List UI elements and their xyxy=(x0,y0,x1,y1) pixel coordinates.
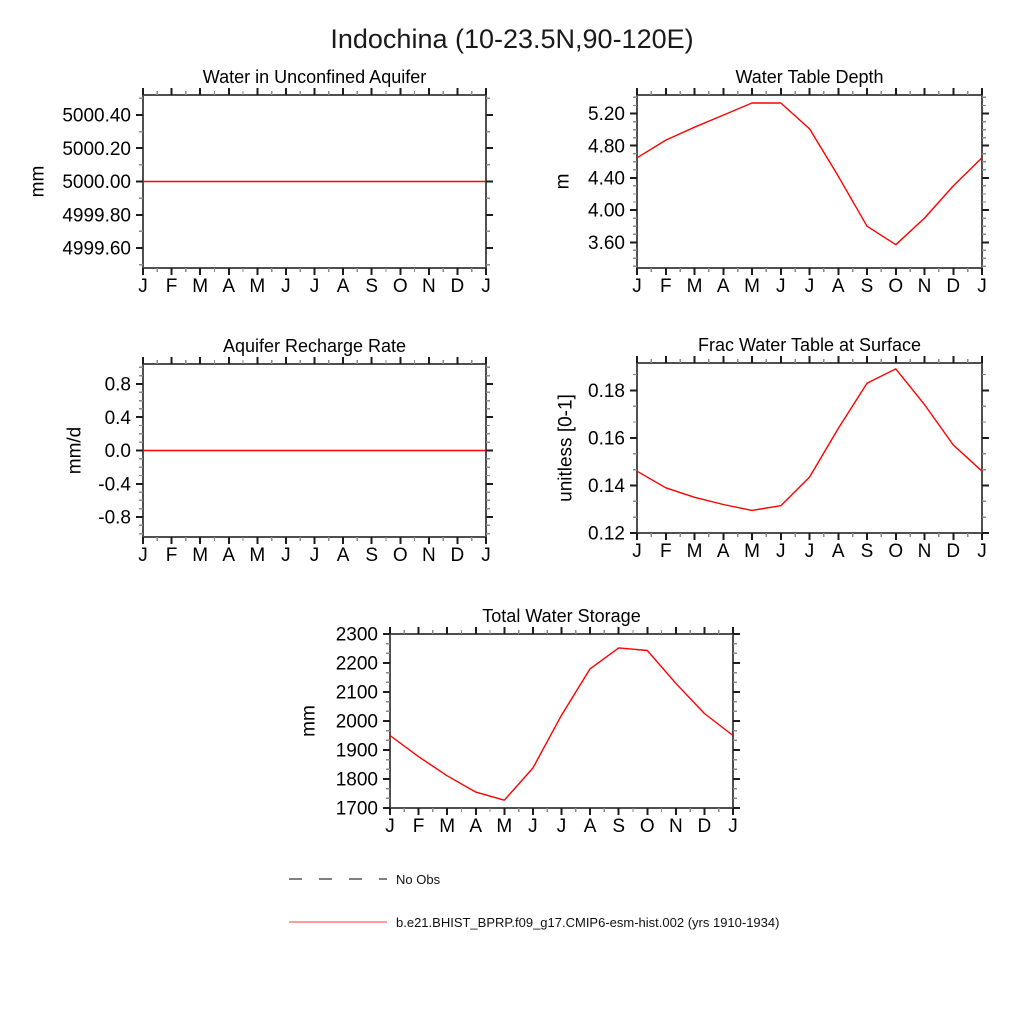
x-tick-label: J xyxy=(804,541,815,562)
x-tick-label: N xyxy=(668,816,683,837)
x-tick-label: A xyxy=(716,276,730,297)
x-tick-label: F xyxy=(165,545,178,566)
y-tick-label: 2200 xyxy=(335,653,378,675)
x-tick-label: D xyxy=(946,541,961,562)
x-tick-label: J xyxy=(281,276,291,297)
x-tick-label: J xyxy=(556,816,567,837)
x-tick-label: O xyxy=(392,276,408,297)
series-line xyxy=(637,103,982,245)
x-tick-label: J xyxy=(481,545,491,566)
x-tick-label: A xyxy=(336,276,350,297)
y-tick-label: -0.8 xyxy=(98,507,131,529)
x-tick-label: J xyxy=(281,545,291,566)
y-tick-label: 0.18 xyxy=(588,380,625,402)
chart-title: Water Table Depth xyxy=(735,67,884,87)
y-tick-label: 4.00 xyxy=(588,200,625,222)
x-tick-label: A xyxy=(583,816,597,837)
y-tick-label: 0.12 xyxy=(588,523,625,545)
y-tick-label: 4.40 xyxy=(588,168,625,190)
axis-ticks xyxy=(630,356,989,540)
x-tick-label: J xyxy=(776,276,786,297)
x-tick-label: M xyxy=(249,545,266,566)
x-tick-label: F xyxy=(659,541,672,562)
x-tick-label: M xyxy=(192,276,209,297)
y-tick-label: 5.20 xyxy=(588,104,625,126)
x-tick-label: N xyxy=(421,545,436,566)
y-tick-label: 1900 xyxy=(335,740,378,762)
y-tick-label: 4999.60 xyxy=(62,238,131,260)
y-tick-label: 4999.80 xyxy=(62,205,131,227)
x-tick-label: N xyxy=(917,276,932,297)
y-axis-label: unitless [0-1] xyxy=(555,394,577,502)
x-tick-label: F xyxy=(659,276,672,297)
x-tick-label: M xyxy=(744,276,760,297)
chart-title: Frac Water Table at Surface xyxy=(697,335,922,355)
x-tick-label: A xyxy=(222,545,236,566)
y-tick-label: 0.4 xyxy=(104,407,131,429)
y-axis-label: mm xyxy=(27,165,49,198)
x-tick-label: A xyxy=(222,276,236,297)
axis-ticks xyxy=(630,88,989,275)
chart-title: Water in Unconfined Aquifer xyxy=(202,67,427,87)
y-tick-label: -0.4 xyxy=(98,474,131,496)
x-tick-label: M xyxy=(686,276,703,297)
aquifer-recharge-rate-plot xyxy=(13,330,526,588)
y-tick-label: 0.16 xyxy=(588,428,625,450)
y-tick-label: 1700 xyxy=(335,798,378,820)
legend-label-model-run: b.e21.BHIST_BPRP.f09_g17.CMIP6-esm-hist.002 (yrs 1910-1934) xyxy=(396,914,780,930)
y-tick-label: 5000.20 xyxy=(62,138,131,160)
x-tick-label: O xyxy=(639,816,655,837)
x-tick-label: M xyxy=(744,541,760,562)
x-tick-label: M xyxy=(192,545,209,566)
x-tick-label: A xyxy=(716,541,730,562)
plot-frame xyxy=(637,363,982,533)
x-tick-label: J xyxy=(309,545,320,566)
no-obs-dashed-line xyxy=(288,872,388,886)
frac-water-table-at-surface-plot xyxy=(507,329,1022,584)
x-tick-label: O xyxy=(888,541,904,562)
x-tick-label: D xyxy=(946,276,961,297)
x-tick-label: A xyxy=(831,276,845,297)
x-tick-label: J xyxy=(632,276,642,297)
x-tick-label: M xyxy=(249,276,266,297)
y-tick-label: 0.8 xyxy=(104,374,131,396)
y-tick-label: 2000 xyxy=(335,711,378,733)
x-tick-label: F xyxy=(412,816,425,837)
x-tick-label: O xyxy=(392,545,408,566)
water-in-unconfined-aquifer-plot xyxy=(13,61,526,319)
y-tick-label: 0.14 xyxy=(588,476,625,498)
x-tick-label: S xyxy=(365,545,379,566)
y-tick-label: 2100 xyxy=(335,682,378,704)
chart-frac-water-table-at-surface xyxy=(507,329,1022,584)
y-tick-label: 5000.00 xyxy=(62,172,131,194)
series-line xyxy=(390,648,733,800)
x-tick-label: J xyxy=(977,541,987,562)
legend-item-no-obs xyxy=(288,872,440,886)
chart-title: Total Water Storage xyxy=(482,606,641,626)
axis-ticks xyxy=(383,627,740,815)
plot-frame xyxy=(390,634,733,808)
plot-frame xyxy=(637,95,982,268)
x-tick-label: N xyxy=(421,276,436,297)
x-tick-label: J xyxy=(138,545,148,566)
x-tick-label: O xyxy=(888,276,904,297)
chart-total-water-storage xyxy=(260,600,773,859)
x-tick-label: M xyxy=(439,816,456,837)
total-water-storage-plot xyxy=(260,600,773,859)
x-tick-label: A xyxy=(336,545,350,566)
y-tick-label: 3.60 xyxy=(588,232,625,254)
x-tick-label: J xyxy=(728,816,738,837)
x-tick-label: S xyxy=(860,541,874,562)
y-tick-label: 5000.40 xyxy=(62,105,131,127)
x-tick-label: J xyxy=(632,541,642,562)
x-tick-label: S xyxy=(365,276,379,297)
y-tick-label: 1800 xyxy=(335,769,378,791)
series-line xyxy=(637,369,982,511)
x-tick-label: J xyxy=(309,276,320,297)
x-tick-label: M xyxy=(496,816,513,837)
x-tick-label: J xyxy=(776,541,786,562)
x-tick-label: S xyxy=(612,816,626,837)
x-tick-label: F xyxy=(165,276,178,297)
x-tick-label: J xyxy=(804,276,815,297)
chart-aquifer-recharge-rate xyxy=(13,330,526,588)
x-tick-label: D xyxy=(697,816,712,837)
chart-water-table-depth xyxy=(507,61,1022,319)
main-title: Indochina (10-23.5N,90-120E) xyxy=(330,24,694,54)
chart-title: Aquifer Recharge Rate xyxy=(222,336,407,356)
x-tick-label: J xyxy=(385,816,395,837)
y-axis-label: mm/d xyxy=(64,426,86,475)
x-tick-label: D xyxy=(450,276,465,297)
water-table-depth-plot xyxy=(507,61,1022,319)
x-tick-label: A xyxy=(469,816,483,837)
x-tick-label: J xyxy=(481,276,491,297)
x-tick-label: D xyxy=(450,545,465,566)
legend-item-model-run xyxy=(288,915,779,929)
y-axis-label: mm xyxy=(298,705,320,737)
chart-water-in-unconfined-aquifer xyxy=(13,61,526,319)
x-tick-label: N xyxy=(917,541,932,562)
x-tick-label: J xyxy=(977,276,987,297)
model-run-solid-line xyxy=(288,915,388,929)
x-tick-label: M xyxy=(686,541,703,562)
y-tick-label: 0.0 xyxy=(104,441,131,463)
x-tick-label: S xyxy=(860,276,874,297)
x-tick-label: J xyxy=(528,816,538,837)
y-tick-label: 2300 xyxy=(335,624,378,646)
legend-label-no-obs: No Obs xyxy=(396,871,441,887)
x-tick-label: J xyxy=(138,276,148,297)
y-axis-label: m xyxy=(552,173,574,190)
y-tick-label: 4.80 xyxy=(588,136,625,158)
x-tick-label: A xyxy=(831,541,845,562)
